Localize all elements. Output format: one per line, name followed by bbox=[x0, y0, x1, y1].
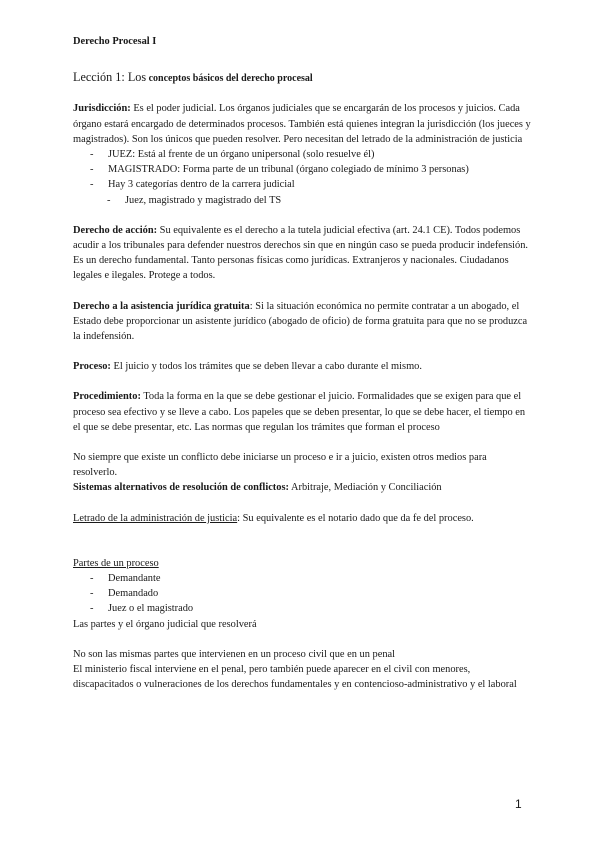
list-item: - Hay 3 categorías dentro de la carrera judicial bbox=[73, 177, 533, 192]
procedimiento-paragraph bbox=[73, 389, 533, 435]
partes-heading: Partes de un proceso bbox=[73, 557, 159, 569]
sistemas-paragraph bbox=[73, 480, 533, 495]
document-title: Derecho Procesal I bbox=[73, 36, 157, 47]
accion-paragraph bbox=[73, 223, 533, 284]
letrado-text: : Su equivalente es el notario dado que da fe del proceso. bbox=[237, 512, 474, 524]
lesson-subtitle: conceptos básicos del derecho procesal bbox=[146, 73, 313, 85]
jurisdiccion-sublist bbox=[73, 193, 533, 208]
jurisdiccion-list bbox=[73, 147, 533, 193]
partes-list bbox=[73, 571, 533, 617]
list-item: - MAGISTRADO: Forma parte de un tribunal (órgano colegiado de mínimo 3 personas) bbox=[73, 162, 533, 177]
list-item: - Demandado bbox=[73, 586, 533, 601]
list-item: - JUEZ: Está al frente de un órgano unipersonal (solo resuelve él) bbox=[73, 147, 533, 162]
list-item: - Demandante bbox=[73, 571, 533, 586]
sistemas-term: Sistemas alternativos de resolución de conflictos: bbox=[73, 482, 289, 494]
accion-text: Su equivalente es el derecho a la tutela judicial efectiva (art. 24.1 CE). Todos podemos acudir a los tribunales para defender nuestros derechos sin que en ningún caso se pueda producir indefensión. Es un derecho fundamental. Tanto personas físicas como jurídicas. Extranjeros y nacionales. Ciudadanos legales e ilegales. Protege a todos. bbox=[73, 224, 529, 282]
asistencia-paragraph bbox=[73, 299, 533, 345]
asistencia-text: : Si la situación económica no permite contratar a un abogado, el Estado debe proporcionar un asistente jurídico (abogado de oficio) de forma gratuita para que no se produzca la indefensión. bbox=[73, 300, 528, 343]
letrado-paragraph bbox=[73, 511, 533, 526]
jurisdiccion-text: Es el poder judicial. Los órganos judiciales que se encargarán de los procesos y juicios. Cada órgano estará encargado de determinados procesos. También está quienes integran la jurisdicción (los jueces y magistrados). Son los únicos que pueden resolver. Pero necesitan del letrado de la administración de justicia bbox=[73, 103, 531, 145]
list-item: - Juez o el magistrado bbox=[73, 601, 533, 616]
jurisdiccion-term: Jurisdicción: bbox=[73, 103, 131, 115]
sistemas-text: Arbitraje, Mediación y Conciliación bbox=[288, 482, 442, 494]
procedimiento-term: Procedimiento: bbox=[73, 391, 141, 403]
proceso-term: Proceso: bbox=[73, 361, 111, 373]
document-page bbox=[73, 34, 533, 693]
list-item: - Juez, magistrado y magistrado del TS bbox=[73, 193, 533, 208]
lesson-prefix: Lección 1: Los bbox=[73, 70, 147, 85]
final-line-2: El ministerio fiscal interviene en el penal, pero también puede aparecer en el civil con menores, discapacitados o vulneraciones de los derechos fundamentales y en contencioso-administrativo y el laboral bbox=[73, 664, 517, 691]
procedimiento-text: Toda la forma en la que se debe gestionar el juicio. Formalidades que se exigen para que el proceso sea efectivo y se lleve a cabo. Los papeles que se deben presentar, lo que se debe hacer, el tiempo en el que se debe presentar, etc. Las normas que regulan los trámites que forman el proceso bbox=[73, 391, 526, 433]
accion-term: Derecho de acción: bbox=[73, 224, 158, 236]
asistencia-term: Derecho a la asistencia jurídica gratuita bbox=[73, 300, 250, 312]
proceso-text: El juicio y todos los trámites que se deben llevar a cabo durante el mismo. bbox=[110, 361, 422, 373]
proceso-paragraph bbox=[73, 359, 533, 374]
partes-closing: Las partes y el órgano judicial que resolverá bbox=[73, 618, 257, 630]
letrado-term: Letrado de la administración de justicia bbox=[73, 512, 238, 524]
jurisdiccion-paragraph bbox=[73, 101, 533, 147]
lesson-heading bbox=[73, 70, 533, 86]
page-number: 1 bbox=[515, 797, 522, 811]
final-line-1: No son las mismas partes que intervienen en un proceso civil que en un penal bbox=[73, 648, 396, 660]
conflicto-paragraph: No siempre que existe un conflicto debe iniciarse un proceso e ir a juicio, existen otros medios para resolverlo. bbox=[73, 452, 487, 479]
